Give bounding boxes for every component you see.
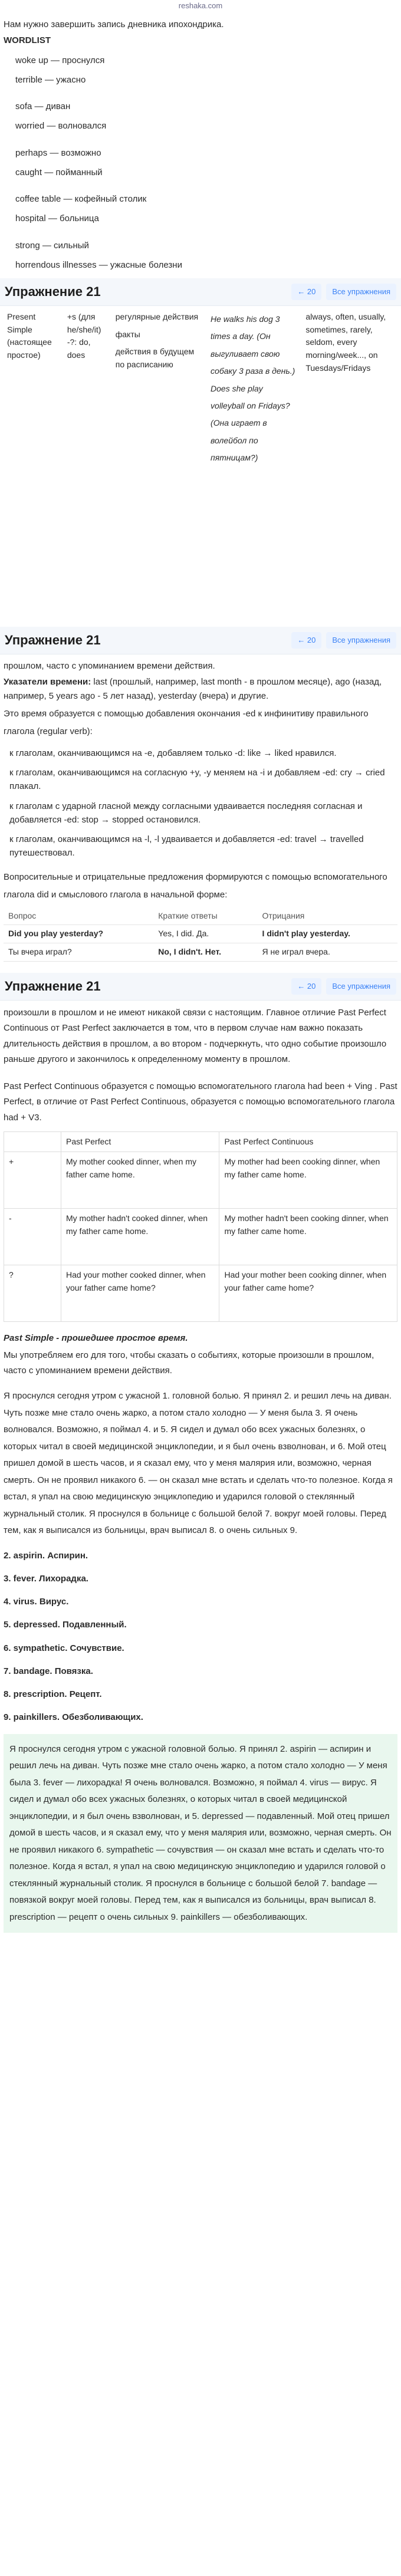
rule-item: к глаголам, оканчивающимся на -l, -l удваивается и добавляется -ed: travel → travelled путешествовал. [9, 834, 364, 858]
table-row [4, 943, 397, 961]
markers-label: Указатели времени: [4, 677, 91, 687]
all-exercises-button[interactable]: Все упражнения [326, 978, 396, 995]
past-perfect-section [0, 1001, 401, 1940]
prev-exercise-button[interactable]: ← 20 [291, 632, 321, 649]
table-row [4, 1265, 397, 1322]
table-header-cell: Краткие ответы [153, 907, 257, 925]
table-cell: Ты вчера играл? [4, 943, 153, 961]
tense-markers: always, often, usually, sometimes, rarely, seldom, every morning/week..., on Tuesdays/Fridays [305, 312, 386, 373]
exercise-title: Упражнение 21 [5, 632, 101, 647]
markers-paragraph [4, 675, 397, 703]
rule-item: к глаголам, оканчивающимся на -e, добавляем только -d: like → liked нравился. [9, 748, 337, 758]
exercise-title: Упражнение 21 [5, 978, 101, 993]
list-item: worried — волновался [15, 121, 107, 131]
table-cell: + [4, 1152, 61, 1209]
table-cell: - [4, 1209, 61, 1265]
list-item: terrible — ужасно [15, 74, 86, 85]
vocab-item: 6. sympathetic. Сочувствие. [4, 1643, 124, 1653]
rule-item: к глаголам с ударной гласной между согласными удваивается последняя согласная и добавляется -ed: stop → stopped остановился. [9, 801, 363, 825]
all-exercises-button[interactable]: Все упражнения [326, 284, 396, 300]
wordlist [4, 54, 397, 272]
list-item: coffee table — кофейный столик [15, 194, 147, 204]
vocab-item: 2. aspirin. Аспирин. [4, 1550, 88, 1561]
table-cell: Had your mother been cooking dinner, when your father came home? [219, 1265, 397, 1322]
question-negative-text: Вопросительные и отрицательные предложения формируются с помощью вспомогательного глагола did и смыслового глагола в начальной форме: [4, 871, 387, 900]
exercise-nav [291, 978, 396, 995]
table-row [4, 925, 397, 943]
answer-box [4, 1734, 397, 1933]
markers-text: last (прошлый, например, last month - в прошлом месяце), ago (назад, например, 5 years ago - 5 лет назад), yesterday (вчера) и другие. [4, 677, 382, 701]
did-table [4, 907, 397, 962]
exercise-nav [291, 632, 396, 649]
list-item: sofa — диван [15, 101, 71, 111]
table-cell: My mother cooked dinner, when my father came home. [61, 1152, 219, 1209]
table-cell: No, I didn't. Нет. [153, 943, 257, 961]
use-item: регулярные действия [115, 312, 199, 321]
table-cell: I didn't play yesterday. [258, 925, 397, 943]
exercise-block-3 [0, 973, 401, 1940]
intro-text: Нам нужно завершить запись дневника ипохондрика. [4, 19, 224, 29]
table-cell: Had your mother cooked dinner, when your father came home? [61, 1265, 219, 1322]
table-row [4, 1152, 397, 1209]
intro-section [0, 13, 401, 278]
lead-text: прошлом, часто с упоминанием времени действия. [4, 661, 215, 671]
list-item: horrendous illnesses — ужасные болезни [15, 259, 182, 270]
vocab-item: 9. painkillers. Обезболивающих. [4, 1712, 143, 1723]
use-item: факты [115, 329, 140, 339]
past-simple-title: Past Simple - прошедшее простое время. [4, 1333, 188, 1344]
site-header[interactable]: reshaka.com [178, 1, 223, 10]
table-header-cell: Вопрос [4, 907, 153, 925]
table-header-cell: Past Perfect [61, 1131, 219, 1152]
rule-item: к глаголам, оканчивающимся на согласную +y, -y меняем на -i и добавляем -ed: cry → cried плакал. [9, 768, 385, 792]
vocab-item: 7. bandage. Повязка. [4, 1666, 93, 1676]
past-simple-text: Мы употребляем его для того, чтобы сказать о событиях, которые произошли в прошлом, часто с упоминанием времени действия. [4, 1350, 374, 1376]
table-row [4, 1209, 397, 1265]
rules-list [4, 746, 397, 860]
formation-text: Это время образуется с помощью добавления окончания -ed к инфинитиву правильного глагола (regular verb): [4, 708, 369, 736]
table-cell: My mother hadn't cooked dinner, when my father came home. [61, 1209, 219, 1265]
vocab-item: 8. prescription. Рецепт. [4, 1689, 102, 1700]
tense-form: +s (для he/she/it) -?: do, does [67, 312, 101, 360]
table-cell: Yes, I did. Да. [153, 925, 257, 943]
list-item: caught — пойманный [15, 167, 103, 177]
all-exercises-button[interactable]: Все упражнения [326, 632, 396, 649]
exercise-header [0, 973, 401, 1001]
prev-exercise-button[interactable]: ← 20 [291, 284, 321, 300]
exercise-title: Упражнение 21 [5, 284, 101, 299]
table-header-cell [4, 1131, 61, 1152]
present-simple-section [0, 306, 401, 627]
table-cell: My mother had been cooking dinner, when my father came home. [219, 1152, 397, 1209]
table-cell: Я не играл вчера. [258, 943, 397, 961]
present-simple-table [4, 308, 397, 469]
exercise-header [0, 278, 401, 306]
comparison-text: произошли в прошлом и не имеют никакой связи с настоящим. Главное отличие Past Perfect Continuous от Past Perfect заключается в том, что в первом случае нам важно показать длительность действия в прошлом, а во втором - подчеркнуть, что одно событие произошло раньше другого и закончилось к определенному моменту в прошлом. [4, 1008, 387, 1064]
table-header-cell: Отрицания [258, 907, 397, 925]
exercise-nav [291, 284, 396, 300]
tense-examples: He walks his dog 3 times a day. (Он выгуливает свою собаку 3 раза в день.) Does she play volleyball on Fridays? (Она играет в волейбол по пятницам?) [211, 314, 295, 463]
vocab-list [4, 1549, 397, 1725]
table-cell: Did you play yesterday? [4, 925, 153, 943]
exercise-header [0, 627, 401, 654]
answer-text: Я проснулся сегодня утром с ужасной головной болью. Я принял 2. aspirin — аспирин и решил лечь на диван. Чуть позже мне стало очень жарко, а потом стало холодно — У меня была 3. fever — лихорадка! Я очень волновался. Возможно, я поймал 4. virus — вирус. Я сидел и думал обо всех ужасных болезнях, о которых читал в своей медицинской энциклопедии, и я был очень взволнован, и 5. depressed — подавленный. Мой отец пришел домой в шесть часов, и я сказал ему, что у меня малярия или, возможно, черная смерть. Он не проявил никакого 6. sympathetic — сочувствия — он сказал мне встать и сделать что-то полезное. Когда я встал, я упал на свою медицинскую энциклопедию и ударился головой о стеклянный журнальный столик. Я проснулся в больнице с большой белой 7. bandage — повязкой вокруг моей головы. Перед тем, как я выписался из больницы, врач выписал 8. prescription — рецепт о очень сильных 9. painkillers — обезболивающих. [9, 1743, 392, 1922]
exercise-block-1 [0, 278, 401, 627]
past-perfect-table [4, 1131, 397, 1322]
list-item: woke up — проснулся [15, 55, 105, 65]
wordlist-title: WORDLIST [4, 35, 51, 46]
past-simple-section [0, 654, 401, 973]
prev-exercise-button[interactable]: ← 20 [291, 978, 321, 995]
vocab-item: 4. virus. Вирус. [4, 1597, 69, 1607]
table-cell: ? [4, 1265, 61, 1322]
list-item: perhaps — возможно [15, 147, 101, 158]
vocab-item: 3. fever. Лихорадка. [4, 1573, 88, 1584]
table-header-cell: Past Perfect Continuous [219, 1131, 397, 1152]
vocab-item: 5. depressed. Подавленный. [4, 1620, 127, 1630]
exercise-block-2 [0, 627, 401, 973]
tense-uses [112, 308, 207, 469]
table-cell: My mother hadn't been cooking dinner, when my father came home. [219, 1209, 397, 1265]
diary-text: Я проснулся сегодня утром с ужасной 1. головной болью. Я принял 2. и решил лечь на диван. Чуть позже мне стало очень жарко, а потом стало холодно — У меня была 3. Я очень волновался. Возможно, я поймал 4. и 5. Я сидел и думал обо всех ужасных болезнях, о которых читал в своей медицинской энциклопедии, и я был очень взволнован, и 6. Мой отец пришел домой в шесть часов, и я сказал ему, что у меня малярия или, возможно, черная смерть. Он не проявил никакого 6. — он сказал мне встать и сделать что-то полезное. Когда я встал, я упал на свою медицинскую энциклопедию и ударился головой о стеклянный журнальный столик. Я проснулся в больнице с большой белой 7. вокруг моей головы. Перед тем, как я выписался из больницы, врач выписал 8. о очень сильных 9. [4, 1391, 393, 1536]
use-item: действия в будущем по расписанию [115, 347, 195, 370]
tense-name: Present Simple (настоящее простое) [7, 312, 52, 360]
list-item: hospital — больница [15, 213, 99, 224]
list-item: strong — сильный [15, 240, 89, 251]
formation-text: Past Perfect Continuous образуется с помощью вспомогательного глагола had been + Ving . Past Perfect, в отличие от Past Perfect Continuous, образуется с помощью вспомогательного глагола had + V3. [4, 1081, 397, 1123]
